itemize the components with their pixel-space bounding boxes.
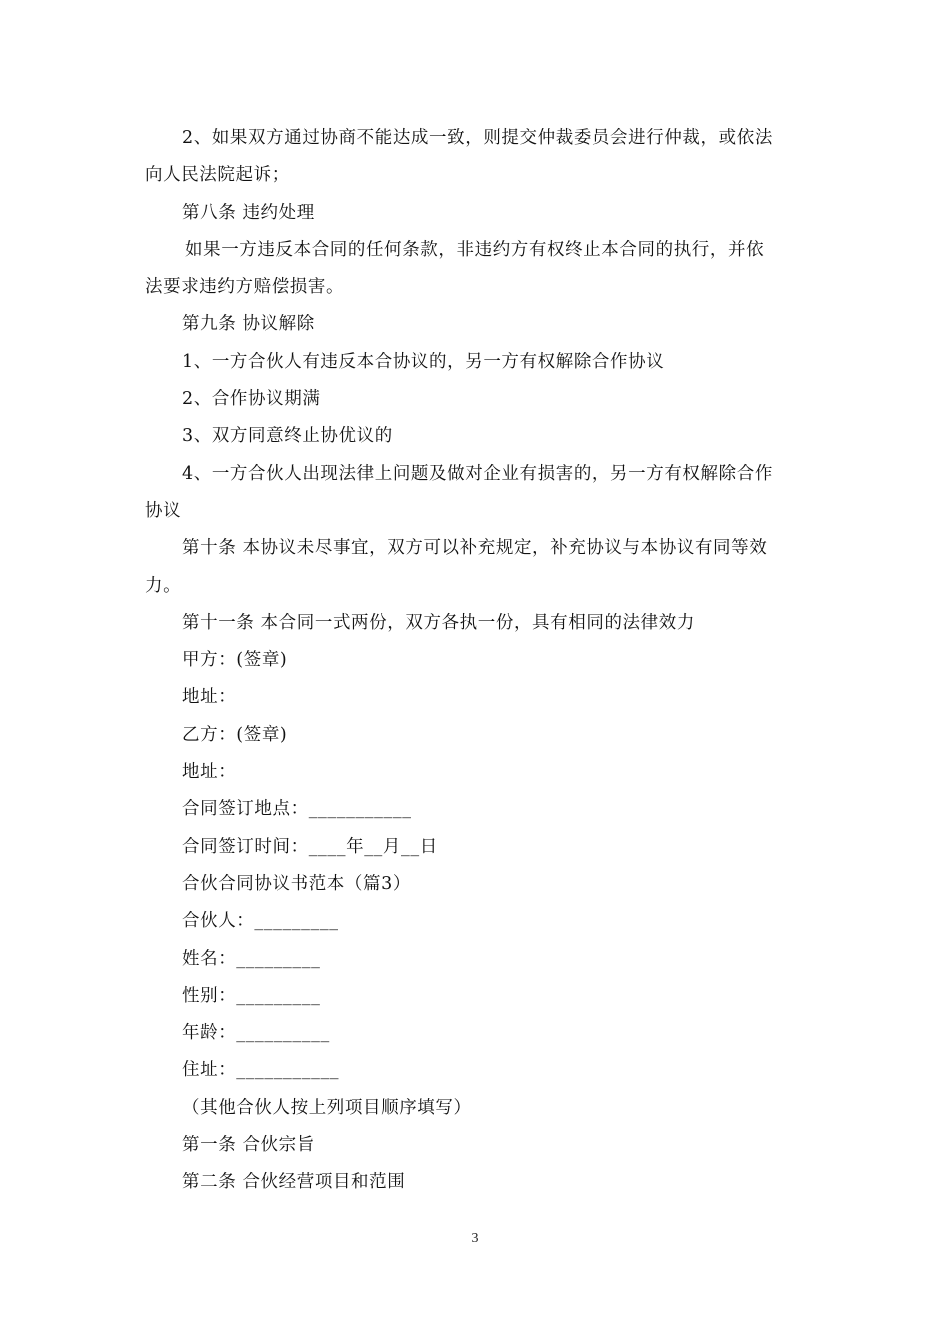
text-line: （其他合伙人按上列项目顺序填写） (182, 1097, 472, 1118)
signature-party-a: 甲方：(签章) (182, 650, 288, 671)
text-line: 向人民法院起诉； (145, 165, 290, 186)
text-line: 协议 (145, 500, 182, 521)
residence-field: 住址：___________ (182, 1060, 340, 1081)
signing-date-field: 合同签订时间：____年__月__日 (182, 836, 438, 857)
text-line: 如果一方违反本合同的任何条款，非违约方有权终止本合同的执行，并依 (185, 239, 765, 260)
partner-field: 合伙人：_________ (182, 911, 339, 932)
article-heading: 第二条 合伙经营项目和范围 (182, 1172, 406, 1193)
list-item: 3、双方同意终止协优议的 (182, 426, 393, 447)
article-heading: 第九条 协议解除 (182, 314, 315, 335)
article-heading: 第八条 违约处理 (182, 202, 315, 223)
article-heading: 第十条 本协议未尽事宜，双方可以补充规定，补充协议与本协议有同等效 (182, 538, 768, 559)
text-line: 力。 (145, 575, 182, 596)
section-title: 合伙合同协议书范本（篇3） (182, 873, 411, 894)
signing-place-field: 合同签订地点：___________ (182, 799, 412, 820)
gender-field: 性别：_________ (182, 985, 321, 1006)
signature-party-b: 乙方：(签章) (182, 724, 288, 745)
address-field: 地址： (182, 687, 237, 708)
address-field: 地址： (182, 762, 237, 783)
article-heading: 第一条 合伙宗旨 (182, 1135, 315, 1156)
text-line: 2、如果双方通过协商不能达成一致，则提交仲裁委员会进行仲裁，或依法 (182, 128, 773, 148)
list-item: 4、一方合伙人出现法律上问题及做对企业有损害的，另一方有权解除合作 (182, 463, 773, 484)
list-item: 1、一方合伙人有违反本合协议的，另一方有权解除合作协议 (182, 351, 665, 372)
age-field: 年龄：__________ (182, 1023, 330, 1044)
page-number: 3 (471, 1231, 479, 1246)
text-line: 法要求违约方赔偿损害。 (145, 277, 345, 298)
article-heading: 第十一条 本合同一式两份，双方各执一份，具有相同的法律效力 (182, 612, 695, 633)
list-item: 2、合作协议期满 (182, 389, 321, 410)
document-body (145, 120, 807, 1202)
name-field: 姓名：_________ (182, 948, 321, 969)
